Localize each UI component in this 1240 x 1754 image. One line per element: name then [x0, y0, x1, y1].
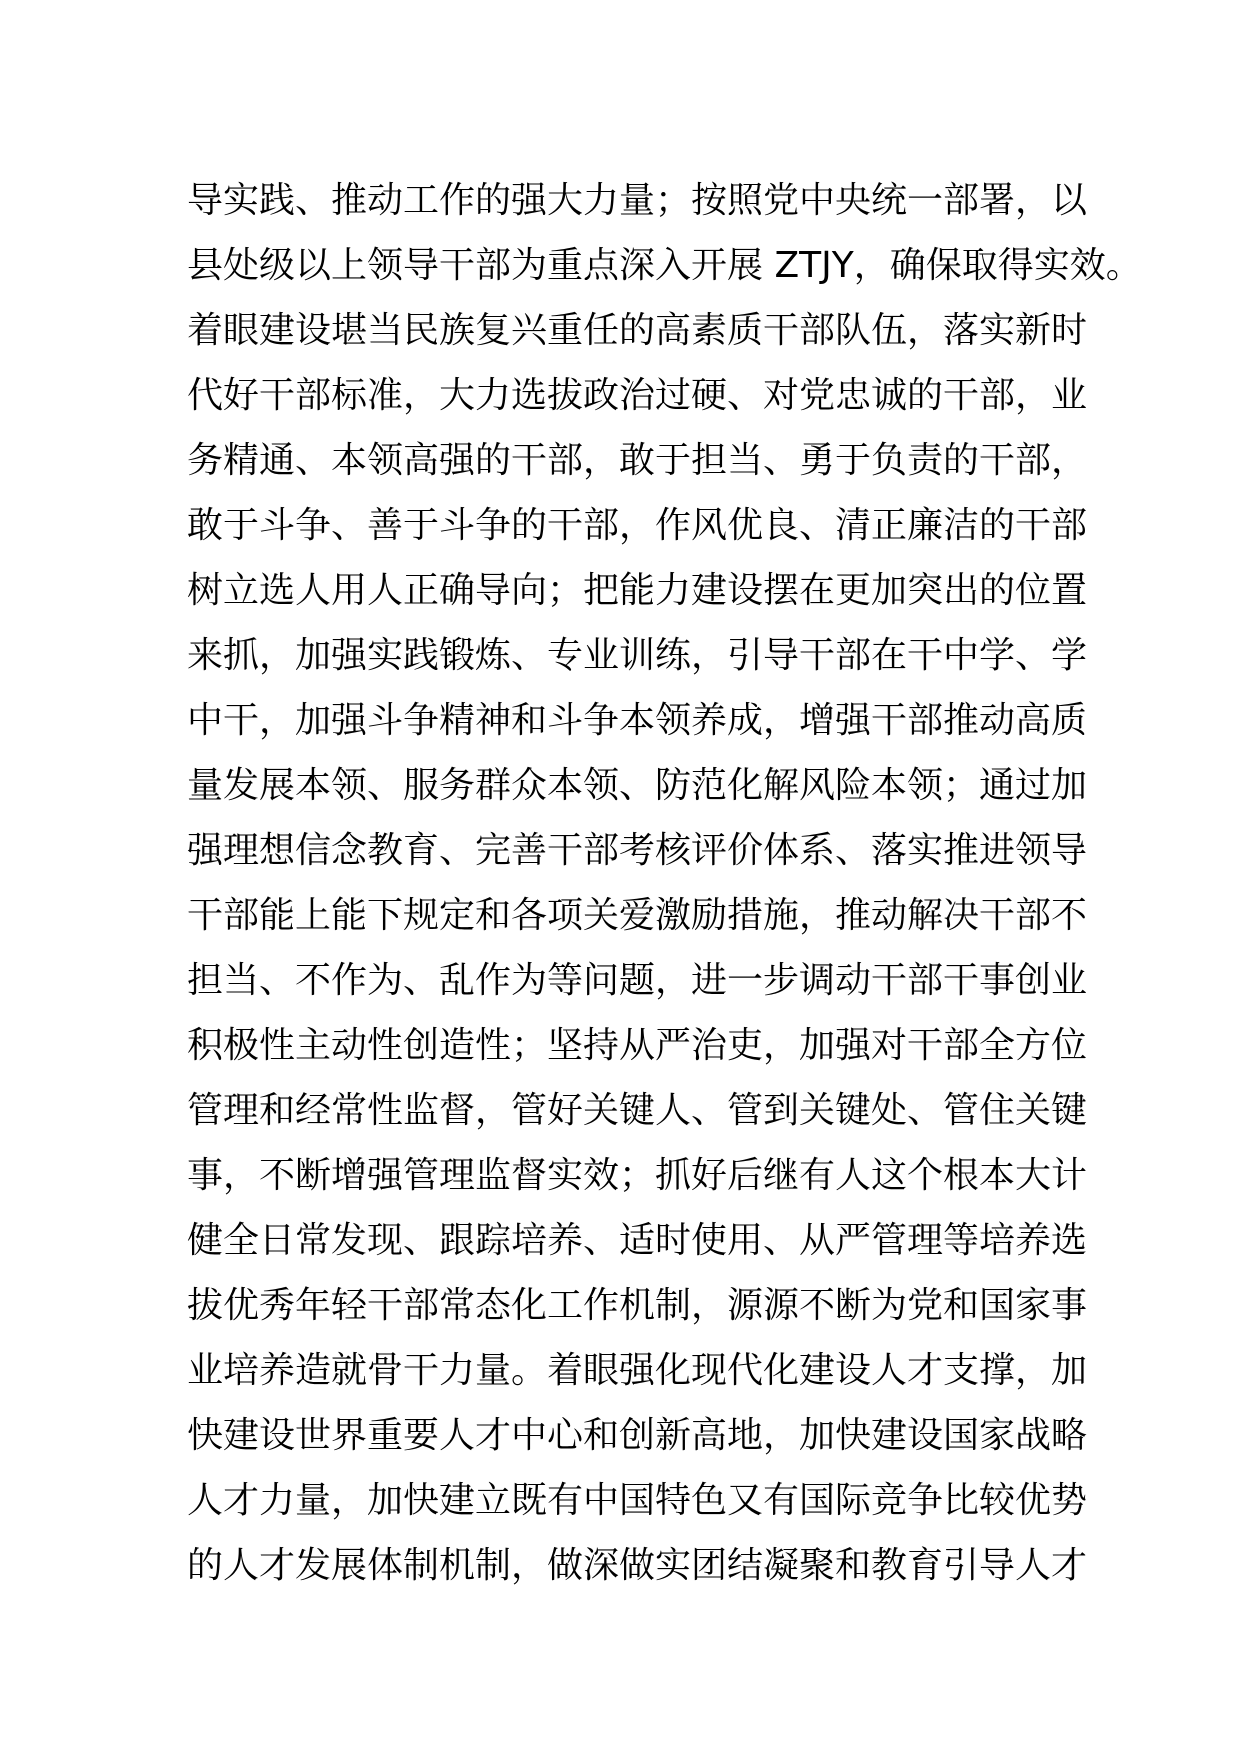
text-line: 县处级以上领导干部为重点深入开展 ZTJY，确保取得实效。 [187, 245, 1142, 286]
text-line: 中干，加强斗争精神和斗争本领养成，增强干部推动高质 [187, 700, 1088, 741]
text-line: 导实践、推动工作的强大力量；按照党中央统一部署，以 [187, 180, 1088, 221]
text-line: 的人才发展体制机制，做深做实团结凝聚和教育引导人才 [187, 1545, 1088, 1586]
text-line: 积极性主动性创造性；坚持从严治吏，加强对干部全方位 [187, 1025, 1088, 1066]
text-line: 担当、不作为、乱作为等问题，进一步调动干部干事创业 [187, 960, 1088, 1001]
text-line: 务精通、本领高强的干部，敢于担当、勇于负责的干部， [187, 440, 1088, 481]
text-line: 树立选人用人正确导向；把能力建设摆在更加突出的位置 [187, 570, 1088, 611]
text-line: 强理想信念教育、完善干部考核评价体系、落实推进领导 [187, 830, 1088, 871]
text-line: 快建设世界重要人才中心和创新高地，加快建设国家战略 [187, 1415, 1088, 1456]
text-line: 业培养造就骨干力量。着眼强化现代化建设人才支撑，加 [187, 1350, 1088, 1391]
text-line: 着眼建设堪当民族复兴重任的高素质干部队伍，落实新时 [187, 310, 1088, 351]
text-line: 健全日常发现、跟踪培养、适时使用、从严管理等培养选 [187, 1220, 1088, 1261]
text-line: 事，不断增强管理监督实效；抓好后继有人这个根本大计 [187, 1155, 1088, 1196]
body-text [187, 168, 1142, 1598]
text-line: 代好干部标准，大力选拔政治过硬、对党忠诚的干部，业 [187, 375, 1088, 416]
text-line: 敢于斗争、善于斗争的干部，作风优良、清正廉洁的干部 [187, 505, 1088, 546]
text-line: 量发展本领、服务群众本领、防范化解风险本领；通过加 [187, 765, 1088, 806]
text-line: 干部能上能下规定和各项关爱激励措施，推动解决干部不 [187, 895, 1088, 936]
text-line: 来抓，加强实践锻炼、专业训练，引导干部在干中学、学 [187, 635, 1088, 676]
text-line: 人才力量，加快建立既有中国特色又有国际竞争比较优势 [187, 1480, 1088, 1521]
text-line: 拔优秀年轻干部常态化工作机制，源源不断为党和国家事 [187, 1285, 1088, 1326]
text-line: 管理和经常性监督，管好关键人、管到关键处、管住关键 [187, 1090, 1088, 1131]
